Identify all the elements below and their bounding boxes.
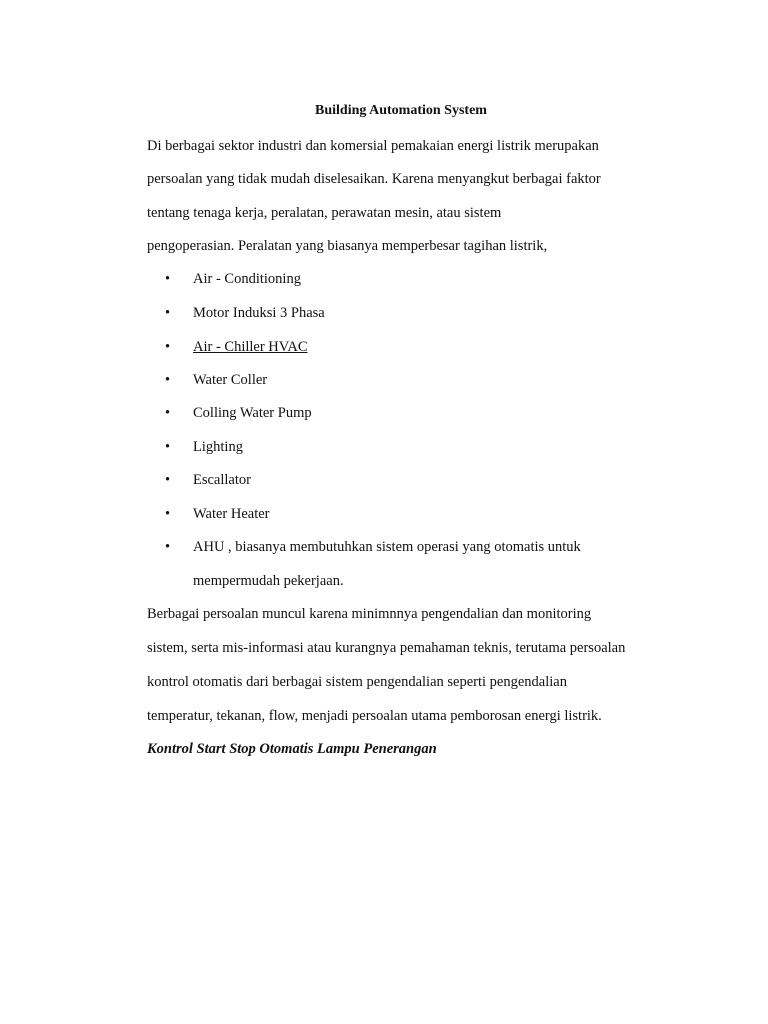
intro-line: tentang tenaga kerja, peralatan, perawatan mesin, atau sistem [147, 205, 502, 221]
intro-line: Di berbagai sektor industri dan komersial pemakaian energi listrik merupakan [147, 138, 599, 154]
list-item-link[interactable]: Air - Chiller HVAC [193, 339, 308, 355]
intro-line: pengoperasian. Peralatan yang biasanya memperbesar tagihan listrik, [147, 238, 548, 254]
body-line: temperatur, tekanan, flow, menjadi persoalan utama pemborosan energi listrik. [147, 708, 602, 724]
bullet-icon: • [165, 506, 171, 522]
document-title: Building Automation System [315, 103, 487, 118]
intro-line: persoalan yang tidak mudah diselesaikan. Karena menyangkut berbagai faktor [147, 171, 601, 187]
body-line: sistem, serta mis-informasi atau kurangnya pemahaman teknis, terutama persoalan [147, 640, 626, 656]
list-item-text: mempermudah pekerjaan. [193, 573, 344, 589]
list-item-text: Colling Water Pump [193, 405, 312, 421]
list-item-text: Lighting [193, 439, 243, 455]
list-item-text: AHU , biasanya membutuhkan sistem operasi yang otomatis untuk [193, 539, 581, 555]
bullet-icon: • [165, 472, 171, 488]
body-line: Berbagai persoalan muncul karena minimnnya pengendalian dan monitoring [147, 606, 592, 622]
list-item-text: Water Coller [193, 372, 268, 388]
bullet-icon: • [165, 439, 171, 455]
body-line: kontrol otomatis dari berbagai sistem pengendalian seperti pengendalian [147, 674, 567, 690]
list-item-text: Escallator [193, 472, 251, 488]
bullet-icon: • [165, 539, 171, 555]
bullet-icon: • [165, 372, 171, 388]
bullet-icon: • [165, 271, 171, 287]
bullet-icon: • [165, 305, 171, 321]
section-heading: Kontrol Start Stop Otomatis Lampu Penerangan [147, 741, 437, 757]
list-item-text: Air - Conditioning [193, 271, 301, 287]
bullet-icon: • [165, 339, 171, 355]
bullet-icon: • [165, 405, 171, 421]
list-item-text: Motor Induksi 3 Phasa [193, 305, 325, 321]
list-item-text: Water Heater [193, 506, 270, 522]
